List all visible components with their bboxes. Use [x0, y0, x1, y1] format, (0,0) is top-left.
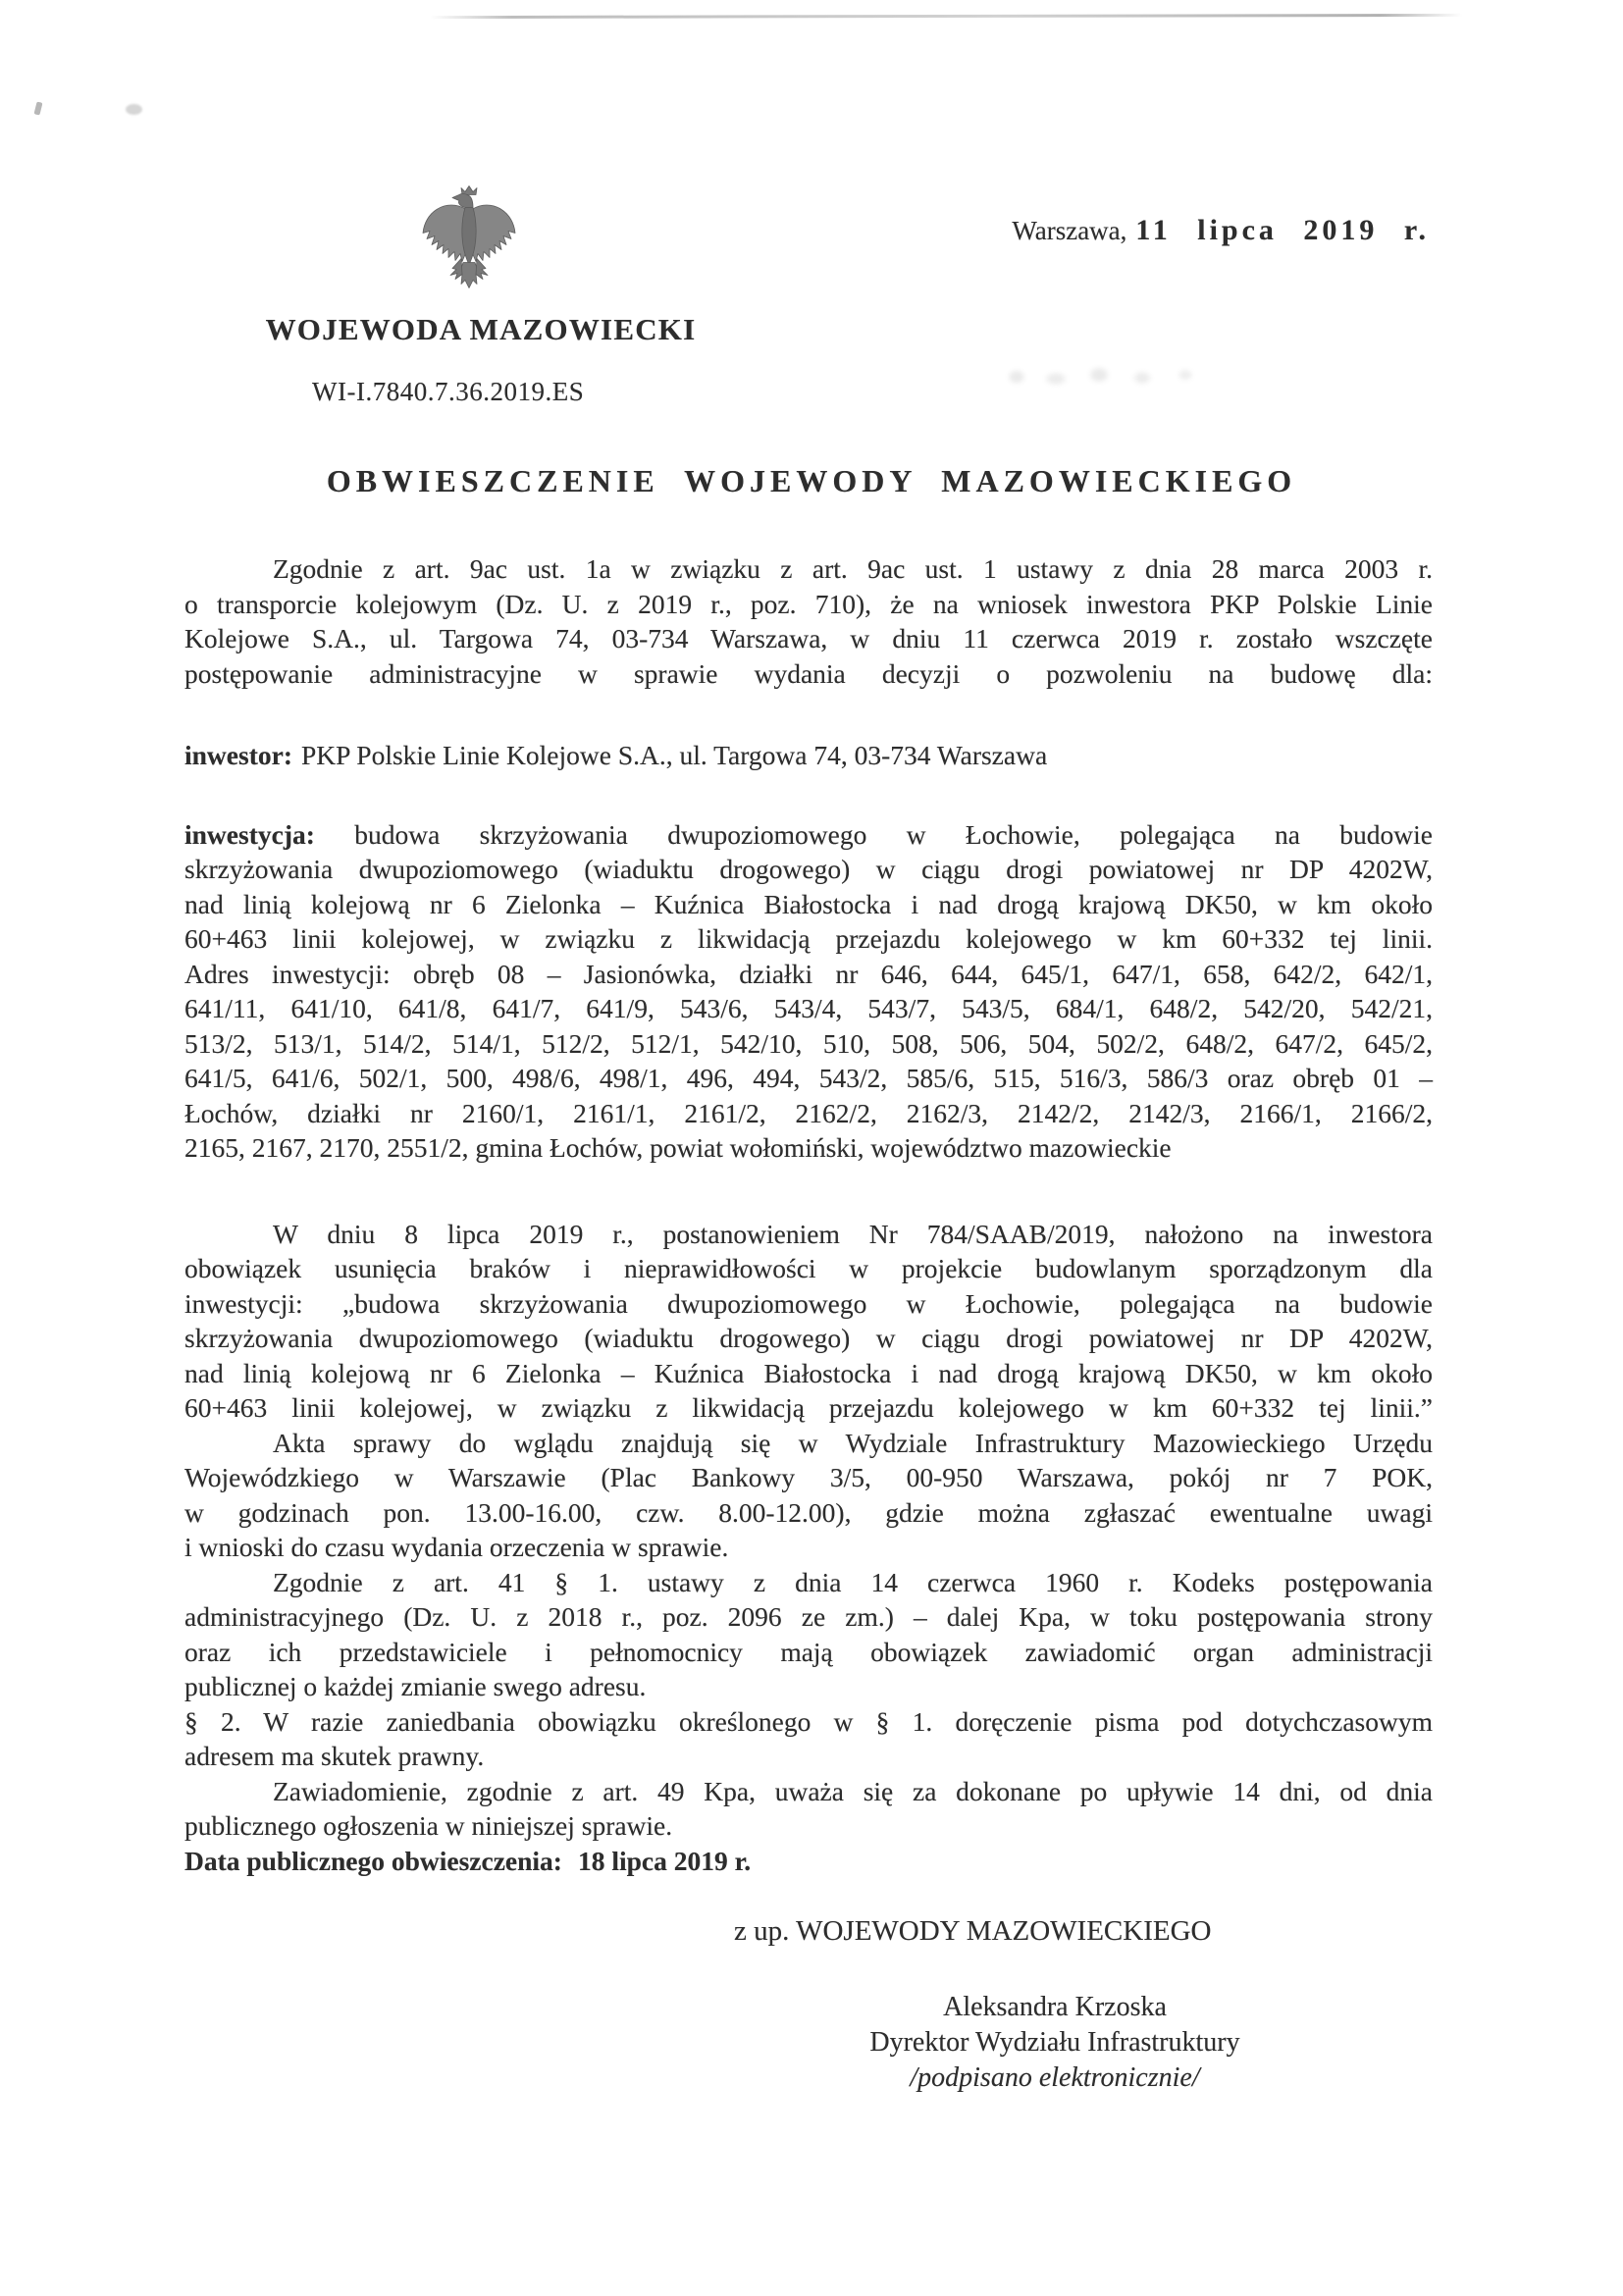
- text-line: 60+463 linii kolejowej, w związku z likwidacją przejazdu kolejowego w km 60+332 tej linii.”: [184, 1392, 1433, 1423]
- paragraph-intro: [184, 551, 1433, 691]
- paragraph-par2: [184, 1704, 1433, 1774]
- text-line: inwestycji: „budowa skrzyżowania dwupoziomowego w Łochowie, polegająca na budowie: [184, 1287, 1433, 1319]
- document-title: OBWIESZCZENIE WOJEWODY MAZOWIECKIEGO: [326, 463, 1297, 498]
- paragraph-case-files: [184, 1426, 1433, 1565]
- place-and-date: [1012, 214, 1430, 247]
- text-line: 641/5, 641/6, 502/1, 500, 498/6, 498/1, 496, 494, 543/2, 585/6, 515, 516/3, 586/3 oraz obręb 01 –: [184, 1063, 1433, 1093]
- eagle-right-leg: [476, 259, 488, 280]
- text-line: Zawiadomienie, zgodnie z art. 49 Kpa, uważa się za dokonane po upływie 14 dni, od dnia: [273, 1775, 1433, 1806]
- text-line: 513/2, 513/1, 514/2, 514/1, 512/2, 512/1, 542/10, 510, 508, 506, 504, 502/2, 648/2, 647/2, 645/2,: [184, 1027, 1433, 1059]
- text-line: 2165, 2167, 2170, 2551/2, gmina Łochów, powiat wołomiński, województwo mazowieckie: [184, 1132, 1172, 1163]
- investment-label: inwestycja:: [184, 818, 315, 850]
- signature-per-pro: z up. WOJEWODY MAZOWIECKIEGO: [734, 1915, 1212, 1947]
- text-line: Akta sprawy do wglądu znajdują się w Wydziale Infrastruktury Mazowieckiego Urzędu: [273, 1427, 1433, 1458]
- date-value: 11 lipca 2019 r.: [1135, 214, 1430, 246]
- text-line: nad linią kolejową nr 6 Zielonka – Kuźnica Białostocka i nad drogą krajową DK50, w km około: [184, 1357, 1433, 1388]
- text-line: skrzyżowania dwupoziomowego (wiaduktu drogowego) w ciągu drogi powiatowej nr DP 4202W,: [184, 1323, 1433, 1353]
- text-line: o transporcie kolejowym (Dz. U. z 2019 r., poz. 710), że na wniosek inwestora PKP Polskie Linie: [184, 588, 1433, 619]
- paragraph-service: [184, 1774, 1433, 1844]
- text-line: Zgodnie z art. 41 § 1. ustawy z dnia 14 czerwca 1960 r. Kodeks postępowania: [273, 1566, 1433, 1597]
- text-line: obowiązek usunięcia braków i nieprawidłowości w projekcie budowlanym sporządzonym dla: [184, 1253, 1433, 1283]
- electronic-signature-note: /podpisano elektronicznie/: [910, 2062, 1200, 2093]
- eagle-right-wing: [472, 205, 515, 262]
- text-line: 641/11, 641/10, 641/8, 641/7, 641/9, 543/6, 543/4, 543/7, 543/5, 684/1, 648/2, 542/20, 542/21,: [184, 993, 1433, 1023]
- text-line: publicznej o każdej zmianie swego adresu.: [184, 1671, 647, 1701]
- investor-label: inwestor:: [184, 740, 292, 770]
- text-line: W dniu 8 lipca 2019 r., postanowieniem Nr 784/SAAB/2019, nałożono na inwestora: [273, 1218, 1433, 1249]
- investor-line: [184, 738, 1433, 773]
- paragraph-kpa: [184, 1565, 1433, 1704]
- scan-artifact-bleedthrough: [993, 349, 1229, 404]
- text-line: 60+463 linii kolejowej, w związku z likwidacją przejazdu kolejowego w km 60+332 tej linii.: [184, 923, 1433, 954]
- case-number: WI-I.7840.7.36.2019.ES: [312, 377, 585, 406]
- announcement-date-line: [184, 1844, 1433, 1879]
- eagle-left-leg: [450, 259, 462, 280]
- text-line: skrzyżowania dwupoziomowego (wiaduktu drogowego) w ciągu drogi powiatowej nr DP 4202W,: [184, 854, 1433, 884]
- paragraph-notice: [184, 1217, 1433, 1426]
- text-line: adresem ma skutek prawny.: [184, 1741, 485, 1771]
- scan-artifact-speck: [34, 101, 43, 115]
- announcement-date-label: Data publicznego obwieszczenia:: [184, 1845, 562, 1876]
- text-line: Wojewódzkiego w Warszawie (Plac Bankowy 3/5, 00-950 Warszawa, pokój nr 7 POK,: [184, 1462, 1433, 1492]
- main-text-block: [184, 1217, 1433, 1879]
- announcement-date-value: 18 lipca 2019 r.: [577, 1845, 752, 1876]
- text-line: Kolejowe S.A., ul. Targowa 74, 03-734 Warszawa, w dniu 11 czerwca 2019 r. zostało wszczęte: [184, 623, 1433, 653]
- investor-value: PKP Polskie Linie Kolejowe S.A., ul. Targowa 74, 03-734 Warszawa: [300, 740, 1048, 770]
- text-line: Łochów, działki nr 2160/1, 2161/1, 2161/2, 2162/2, 2162/3, 2142/2, 2142/3, 2166/1, 2166/2,: [184, 1097, 1433, 1128]
- investment-lines: [184, 852, 1433, 1166]
- text-line: publicznego ogłoszenia w niniejszej sprawie.: [184, 1810, 673, 1841]
- document-body: [184, 551, 1433, 1878]
- text-line: [184, 817, 1433, 853]
- investment-first-rest: budowa skrzyżowania dwupoziomowego w Łochowie, polegająca na budowie: [354, 818, 1434, 850]
- polish-eagle-emblem: [420, 183, 518, 296]
- paragraph-investment: [184, 817, 1433, 1166]
- signature-block: [648, 1990, 1462, 2096]
- scan-artifact-top-line: [430, 14, 1462, 19]
- text-line: § 2. W razie zaniedbania obowiązku określonego w § 1. doręczenie pisma pod dotychczasowym: [184, 1705, 1433, 1737]
- text-line: w godzinach pon. 13.00-16.00, czw. 8.00-12.00), gdzie można zgłaszać ewentualne uwagi: [184, 1496, 1433, 1528]
- text-line: nad linią kolejową nr 6 Zielonka – Kuźnica Białostocka i nad drogą krajową DK50, w km około: [184, 888, 1433, 919]
- place-label: Warszawa,: [1012, 216, 1127, 245]
- text-line: oraz ich przedstawiciele i pełnomocnicy mają obowiązek zawiadomić organ administracji: [184, 1636, 1433, 1667]
- text-line: administracyjnego (Dz. U. z 2018 r., poz. 2096 ze zm.) – dalej Kpa, w toku postępowania strony: [184, 1601, 1433, 1632]
- signatory-position: Dyrektor Wydziału Infrastruktury: [869, 2027, 1240, 2058]
- text-line: Adres inwestycji: obręb 08 – Jasionówka, działki nr 646, 644, 645/1, 647/1, 658, 642/2, 642/1,: [184, 958, 1433, 989]
- scan-artifact-speck: [126, 104, 142, 115]
- text-line: Zgodnie z art. 9ac ust. 1a w związku z art. 9ac ust. 1 ustawy z dnia 28 marca 2003 r.: [273, 553, 1433, 584]
- signatory-name: Aleksandra Krzoska: [943, 1992, 1167, 2022]
- eagle-left-wing: [423, 205, 466, 262]
- issuing-office: WOJEWODA MAZOWIECKI: [265, 312, 697, 346]
- text-line: i wnioski do czasu wydania orzeczenia w sprawie.: [184, 1532, 729, 1562]
- text-line: postępowanie administracyjne w sprawie wydania decyzji o pozwoleniu na budowę dla:: [184, 657, 1433, 689]
